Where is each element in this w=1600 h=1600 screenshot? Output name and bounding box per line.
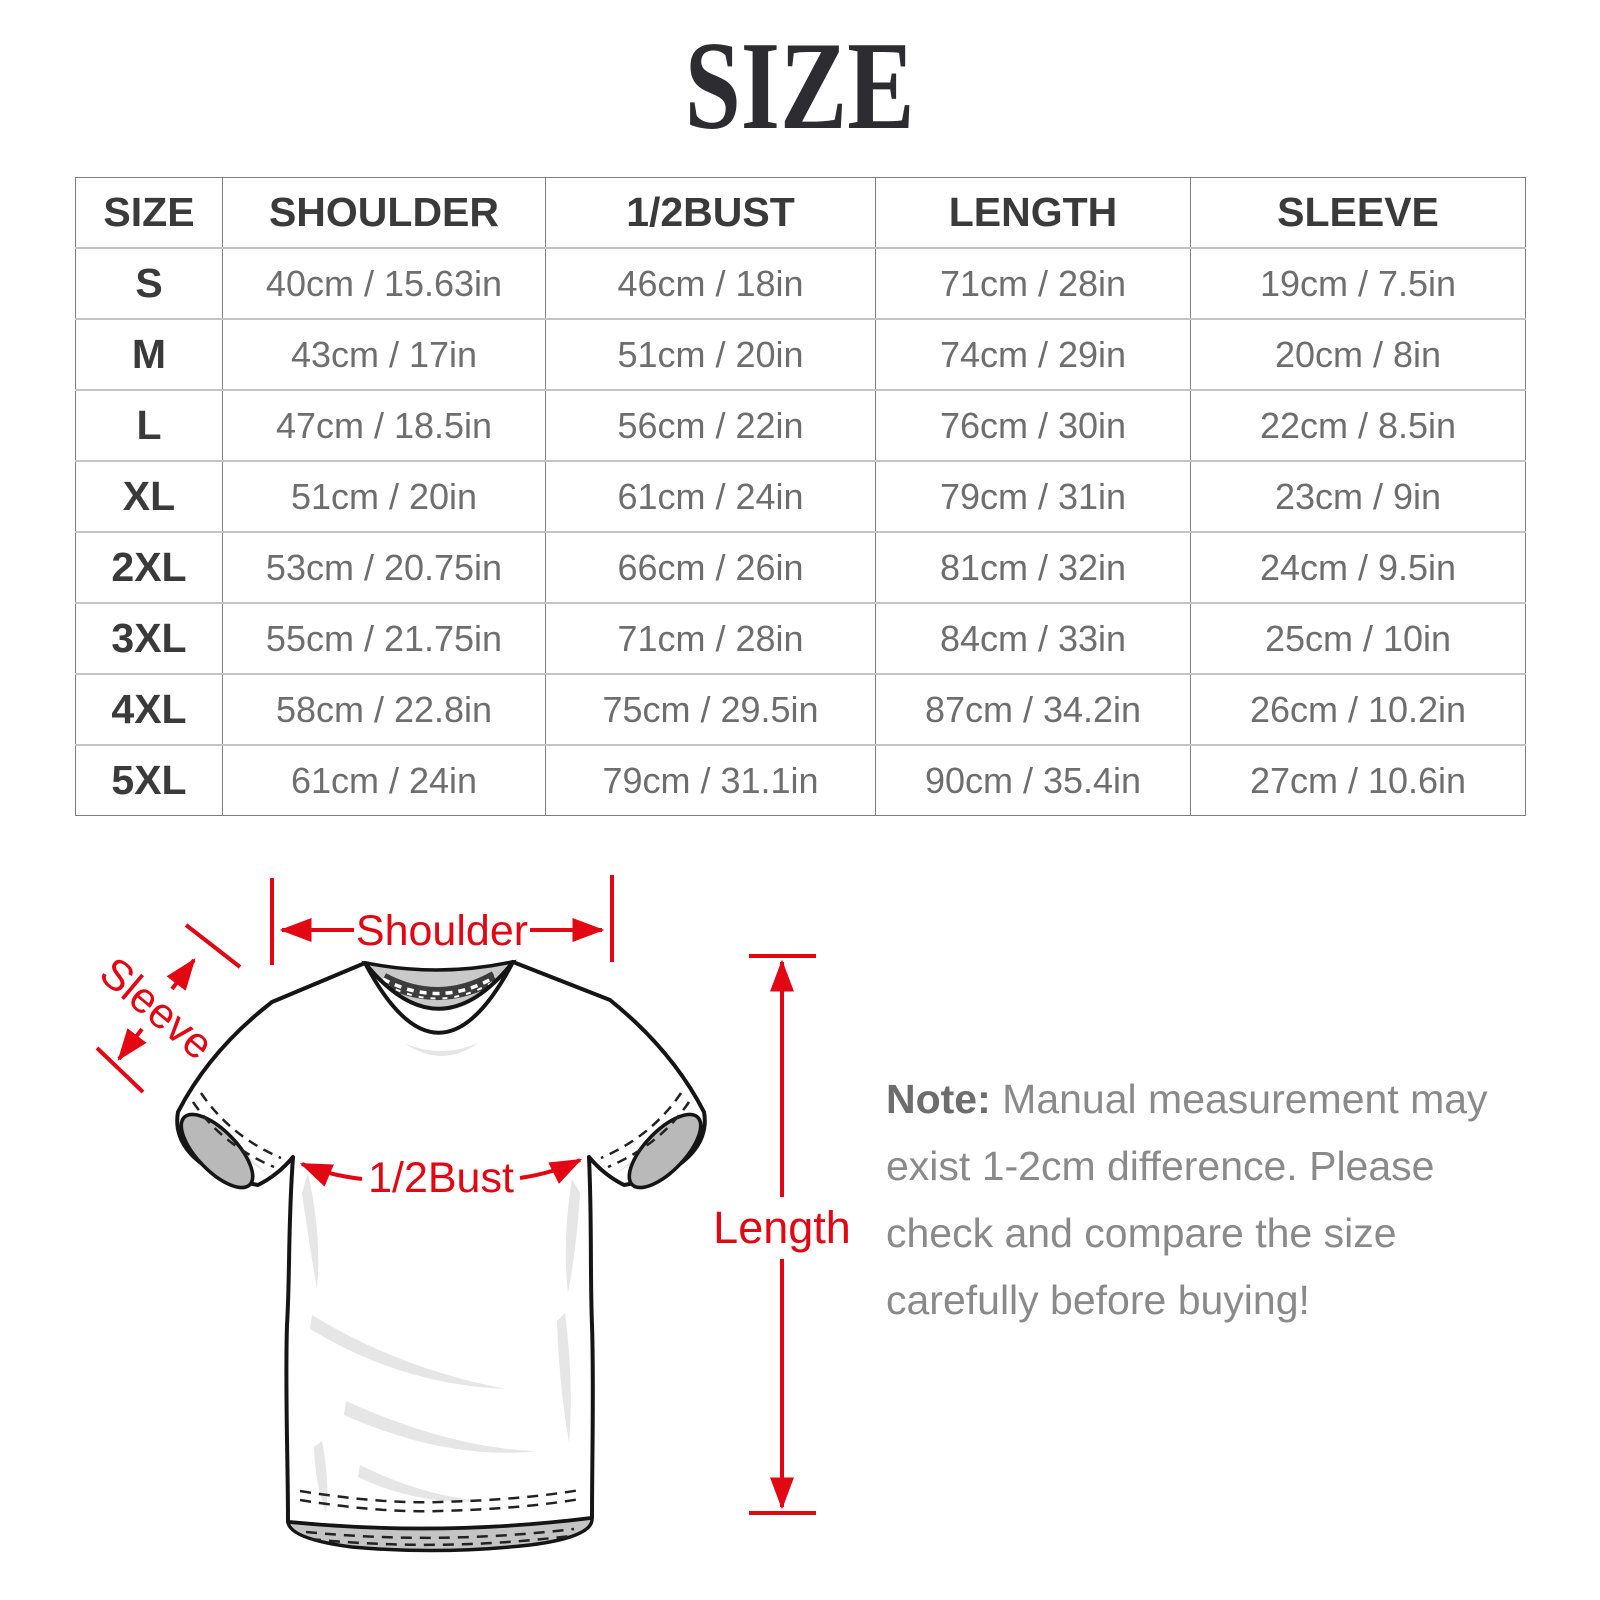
shoulder-annotation — [272, 875, 612, 965]
length-annotation — [713, 956, 851, 1513]
size-cell: 5XL — [76, 745, 223, 816]
length-cell: 76cm / 30in — [876, 390, 1191, 461]
halfbust-cell: 79cm / 31.1in — [546, 745, 876, 816]
shoulder-cell: 43cm / 17in — [223, 319, 546, 390]
shoulder-cell: 47cm / 18.5in — [223, 390, 546, 461]
sleeve-cell: 22cm / 8.5in — [1191, 390, 1526, 461]
tshirt-measurement-diagram — [60, 845, 890, 1600]
halfbust-cell: 71cm / 28in — [546, 603, 876, 674]
tshirt-illustration — [170, 962, 712, 1551]
table-row — [76, 603, 1526, 674]
size-cell: 3XL — [76, 603, 223, 674]
length-cell: 84cm / 33in — [876, 603, 1191, 674]
size-cell: L — [76, 390, 223, 461]
page-title: SIZE — [685, 17, 915, 156]
halfbust-cell: 75cm / 29.5in — [546, 674, 876, 745]
sleeve-cell: 27cm / 10.6in — [1191, 745, 1526, 816]
halfbust-cell: 51cm / 20in — [546, 319, 876, 390]
note-line — [886, 1066, 1526, 1133]
table-header-row — [76, 178, 1526, 249]
size-table-container — [75, 177, 1525, 816]
sleeve-cell: 24cm / 9.5in — [1191, 532, 1526, 603]
half-bust-label: 1/2Bust — [368, 1154, 514, 1202]
sleeve-cell: 25cm / 10in — [1191, 603, 1526, 674]
table-row — [76, 248, 1526, 319]
table-row — [76, 319, 1526, 390]
halfbust-cell: 46cm / 18in — [546, 248, 876, 319]
table-row — [76, 390, 1526, 461]
shoulder-cell: 51cm / 20in — [223, 461, 546, 532]
note-text — [886, 1066, 1526, 1334]
length-cell: 79cm / 31in — [876, 461, 1191, 532]
table-row — [76, 674, 1526, 745]
sleeve-label: Sleeve — [90, 948, 223, 1070]
note-line-text: Manual measurement may — [1002, 1076, 1488, 1122]
length-label: Length — [713, 1202, 851, 1253]
size-cell: S — [76, 248, 223, 319]
halfbust-cell: 61cm / 24in — [546, 461, 876, 532]
note-line: check and compare the size — [886, 1210, 1397, 1256]
length-cell: 90cm / 35.4in — [876, 745, 1191, 816]
header-cell-halfbust: 1/2BUST — [546, 178, 876, 249]
header-cell-shoulder: SHOULDER — [223, 178, 546, 249]
size-cell: 2XL — [76, 532, 223, 603]
sleeve-cell: 20cm / 8in — [1191, 319, 1526, 390]
size-table — [75, 177, 1526, 816]
sleeve-cell: 19cm / 7.5in — [1191, 248, 1526, 319]
size-cell: 4XL — [76, 674, 223, 745]
table-row — [76, 461, 1526, 532]
length-cell: 87cm / 34.2in — [876, 674, 1191, 745]
length-cell: 71cm / 28in — [876, 248, 1191, 319]
length-cell: 74cm / 29in — [876, 319, 1191, 390]
note-label: Note: — [886, 1076, 991, 1122]
shoulder-label: Shoulder — [355, 907, 529, 955]
halfbust-cell: 66cm / 26in — [546, 532, 876, 603]
sleeve-cell: 23cm / 9in — [1191, 461, 1526, 532]
note-line: exist 1-2cm difference. Please — [886, 1143, 1435, 1189]
shoulder-cell: 58cm / 22.8in — [223, 674, 546, 745]
halfbust-cell: 56cm / 22in — [546, 390, 876, 461]
sleeve-cell: 26cm / 10.2in — [1191, 674, 1526, 745]
header-cell-sleeve: SLEEVE — [1191, 178, 1526, 249]
size-cell: XL — [76, 461, 223, 532]
shoulder-cell: 55cm / 21.75in — [223, 603, 546, 674]
header-cell-length: LENGTH — [876, 178, 1191, 249]
shoulder-cell: 53cm / 20.75in — [223, 532, 546, 603]
table-row — [76, 532, 1526, 603]
table-row — [76, 745, 1526, 816]
size-cell: M — [76, 319, 223, 390]
length-cell: 81cm / 32in — [876, 532, 1191, 603]
shoulder-cell: 61cm / 24in — [223, 745, 546, 816]
header-cell-size: SIZE — [76, 178, 223, 249]
shoulder-cell: 40cm / 15.63in — [223, 248, 546, 319]
note-line: carefully before buying! — [886, 1277, 1310, 1323]
